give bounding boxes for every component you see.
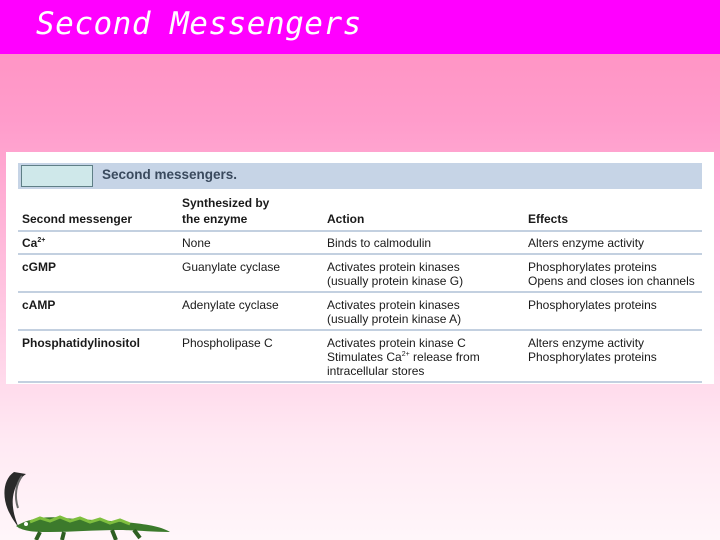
row3-enzyme: Adenylate cyclase	[182, 298, 279, 312]
header-synthesized-line1: Synthesized by	[182, 196, 270, 210]
row3-action-line2: (usually protein kinase A)	[327, 312, 462, 326]
second-messengers-table	[6, 152, 714, 384]
table-bottom-rule	[18, 381, 702, 383]
crocodile-icon	[0, 466, 180, 540]
row4-action-line3: intracellular stores	[327, 364, 425, 378]
row1-effects: Alters enzyme activity	[528, 236, 645, 250]
header-action: Action	[327, 212, 365, 226]
row1-messenger: $Ca^{2+}$	[22, 236, 46, 250]
header-effects: Effects	[528, 212, 569, 226]
row2-messenger: cGMP	[22, 260, 57, 274]
row2-action-line1: Activates protein kinases	[327, 260, 460, 274]
row-rule	[18, 329, 702, 331]
row4-enzyme: Phospholipase C	[182, 336, 273, 350]
row3-action-line1: Activates protein kinases	[327, 298, 460, 312]
row2-enzyme: Guanylate cyclase	[182, 260, 281, 274]
row4-effects-line2: Phosphorylates proteins	[528, 350, 657, 364]
row3-effects: Phosphorylates proteins	[528, 298, 657, 312]
row4-messenger: Phosphatidylinositol	[22, 336, 141, 350]
row4-action-line1: Activates protein kinase C	[327, 336, 466, 350]
row1-action: Binds to calmodulin	[327, 236, 432, 250]
row1-enzyme: None	[182, 236, 211, 250]
title-bar	[0, 0, 720, 54]
row4-effects-line1: Alters enzyme activity	[528, 336, 645, 350]
row3-messenger: cAMP	[22, 298, 56, 312]
table-caption-bar	[18, 163, 702, 189]
header-synthesized-line2: the enzyme	[182, 212, 248, 226]
row4-action-line2: Stimulates $Ca^{2+}$ release from	[327, 350, 480, 364]
row2-action-line2: (usually protein kinase G)	[327, 274, 464, 288]
table-caption: Second messengers.	[102, 167, 238, 182]
header-rule	[18, 230, 702, 232]
row-rule	[18, 253, 702, 255]
row2-effects-line1: Phosphorylates proteins	[528, 260, 657, 274]
caption-swatch	[21, 165, 93, 187]
header-second-messenger: Second messenger	[22, 212, 133, 226]
page-title: Second Messengers	[36, 6, 362, 42]
row2-effects-line2: Opens and closes ion channels	[528, 274, 695, 288]
row-rule	[18, 291, 702, 293]
